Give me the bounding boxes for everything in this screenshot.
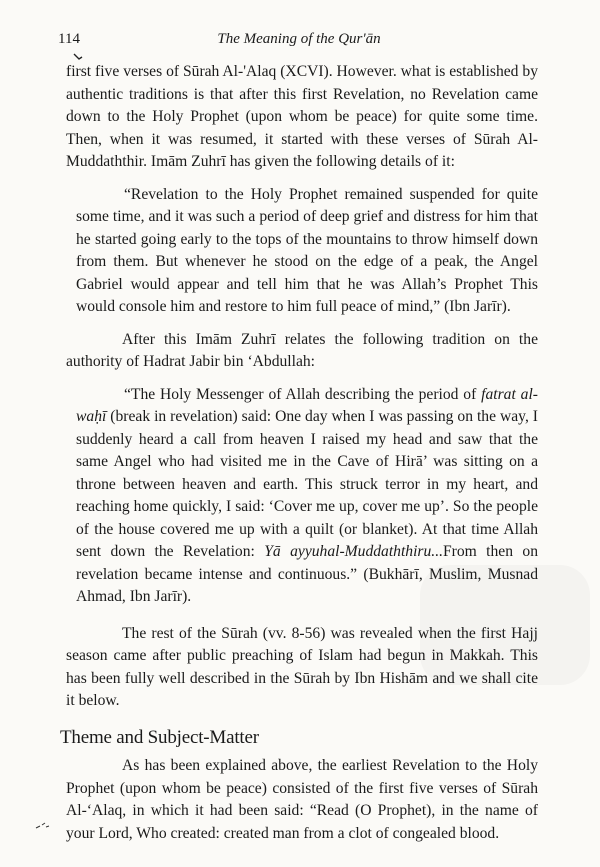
body-text — [60, 61, 538, 845]
pen-mark-icon — [73, 53, 83, 61]
page-number: 114 — [58, 31, 80, 47]
paragraph-2: After this Imām Zuhrī relates the following tradition on the authority of Hadrat Jabir bin ‘Abdullah: — [66, 330, 538, 370]
paragraph-1: first five verses of Sūrah Al-'Alaq (XCVI). However. what is established by authentic traditions is that after this first Revelation, no Revelation came down to the Holy Prophet (upon whom be peace) for quite some time. Then, when it was resumed, it started with these verses of Sūrah Al-Muddaththir. Imām Zuhrī has given the following details of it: — [66, 63, 538, 170]
quote-2-italic-term: fatrat al-waḥī — [76, 385, 538, 425]
quote-2-part-c: From then on revelation became intense and continuous.” (Bukhārī, Muslim, Musnad Ahmad, Ibn Jarīr). — [76, 543, 538, 605]
page-header — [58, 31, 540, 51]
paragraph-3: The rest of the Sūrah (vv. 8-56) was revealed when the first Hajj season came after public preaching of Islam had begun in Makkah. This has been fully well described in the Sūrah by Ibn Hishām and we shall cite it below. — [66, 624, 538, 709]
quote-2 — [66, 384, 538, 609]
quote-1: “Revelation to the Holy Prophet remained suspended for quite some time, and it was such a period of deep grief and distress for him that he started going early to the tops of the mountains to throw himself down from them. But whenever he stood on the edge of a peak, the Angel Gabriel would appear and tell him that he was Allah’s Prophet This would console him and restore to him full peace of mind,” (Ibn Jarīr). — [76, 185, 538, 315]
running-title: The Meaning of the Qur'ān — [217, 31, 381, 47]
ink-smudge-icon — [35, 820, 51, 832]
quote-2-part-b: (break in revelation) said: One day when I was passing on the way, I suddenly heard a call from heaven I raised my head and saw that the same Angel who had visited me in the Cave of Hirā’ was sitting on a throne between heaven and earth. This struck terror in my heart, and reaching home quickly, I said: ‘Cover me up, cover me up’. So the people of the house covered me up with a quilt (or blanket). At that time Allah sent down the Revelation: — [76, 408, 538, 560]
quote-2-italic-verse: Yā ayyuhal-Muddaththiru... — [264, 543, 443, 560]
section-heading: Theme and Subject-Matter — [60, 726, 259, 748]
paragraph-4: As has been explained above, the earliest Revelation to the Holy Prophet (upon whom be peace) consisted of the first five verses of Sūrah Al-‘Alaq, in which it had been said: “Read (O Prophet), in the name of your Lord, Who created: created man from a clot of congealed blood. — [66, 757, 538, 842]
quote-2-part-a: “The Holy Messenger of Allah describing the period of — [124, 385, 482, 403]
